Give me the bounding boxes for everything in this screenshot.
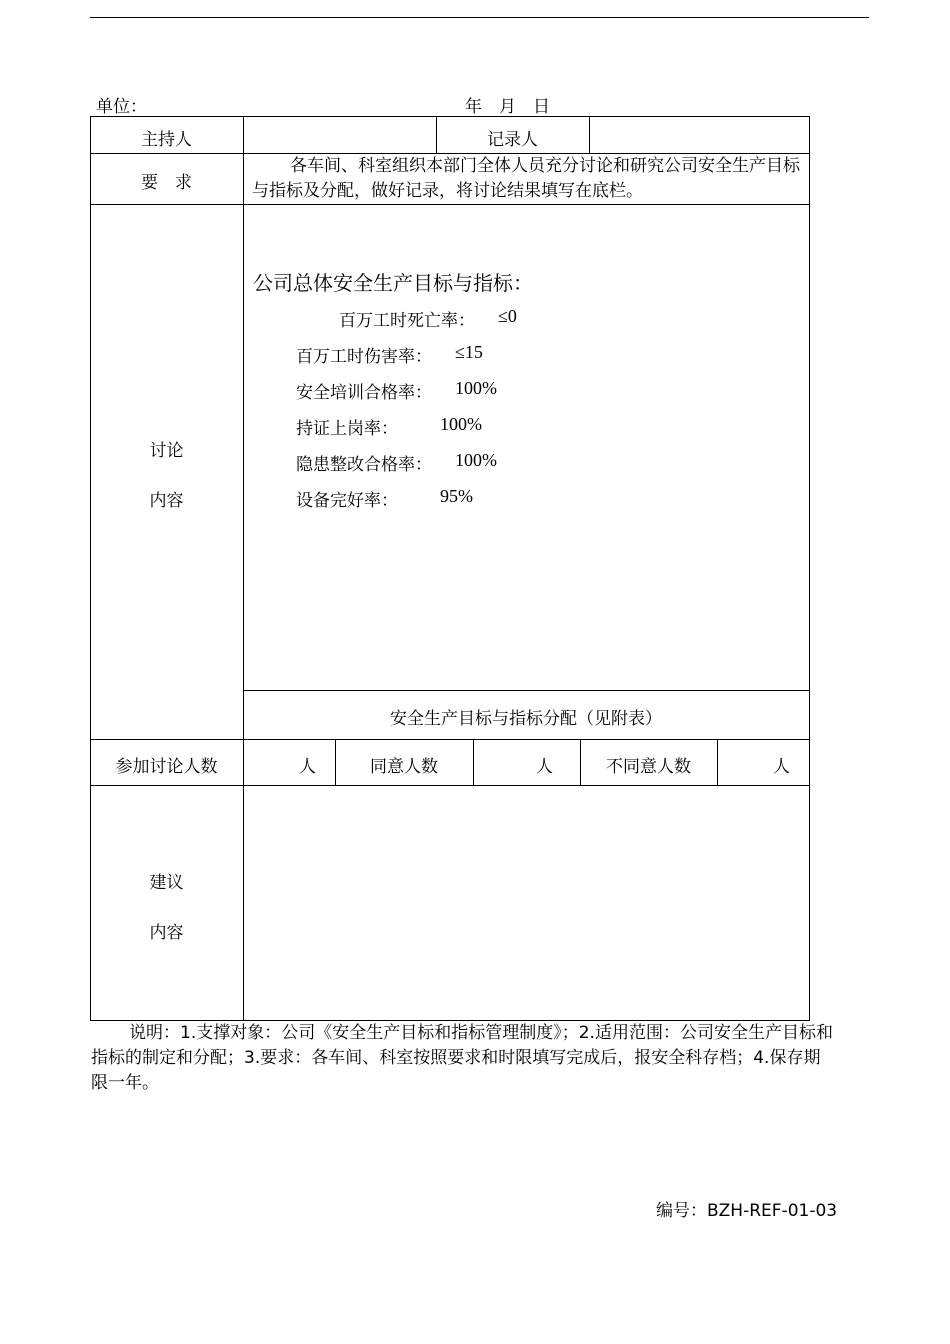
date-label: 年 月 日 <box>465 97 550 117</box>
target-label: 设备完好率： <box>296 491 398 511</box>
footer-note: 说明：1.支撑对象：公司《安全生产目标和指标管理制度》；2.适用范围：公司安全生产目标和指标的制定和分配；3.要求：各车间、科室按照要求和时限填写完成后，报安全科存档；4.保存期限一年。 <box>91 1023 833 1093</box>
requirement-label: 要 求 <box>141 173 192 193</box>
target-label: 持证上岗率： <box>296 419 398 439</box>
recorder-field[interactable] <box>591 118 807 151</box>
discussion-title: 公司总体安全生产目标与指标： <box>253 271 533 295</box>
target-label: 百万工时死亡率： <box>339 311 475 331</box>
target-value: 95% <box>440 486 473 506</box>
document-code: 编号：BZH-REF-01-03 <box>656 1201 838 1221</box>
target-value: 100% <box>455 450 497 470</box>
disagree-unit: 人 <box>773 757 790 777</box>
participants-unit: 人 <box>299 757 316 777</box>
target-value: ≤15 <box>455 342 483 362</box>
disagree-label: 不同意人数 <box>606 757 691 777</box>
suggestion-field[interactable] <box>245 787 807 1018</box>
discussion-label-1: 讨论 <box>149 441 184 461</box>
target-value: 100% <box>440 414 482 434</box>
participants-label: 参加讨论人数 <box>115 757 218 777</box>
agree-unit: 人 <box>536 757 553 777</box>
host-field[interactable] <box>245 118 434 151</box>
allocation-text: 安全生产目标与指标分配（见附表） <box>390 709 662 729</box>
host-label: 主持人 <box>141 130 192 150</box>
target-label: 百万工时伤害率： <box>296 347 432 367</box>
requirement-text: 各车间、科室组织本部门全体人员充分讨论和研究公司安全生产目标与指标及分配，做好记录，将讨论结果填写在底栏。 <box>252 156 800 201</box>
unit-label: 单位： <box>96 97 147 117</box>
suggestion-label-2: 内容 <box>149 923 184 943</box>
target-label: 隐患整改合格率： <box>296 455 432 475</box>
discussion-label-2: 内容 <box>149 491 184 511</box>
agree-label: 同意人数 <box>370 757 438 777</box>
target-value: ≤0 <box>498 306 517 326</box>
suggestion-label-1: 建议 <box>149 873 184 893</box>
top-rule <box>90 17 869 18</box>
recorder-label: 记录人 <box>487 130 538 150</box>
target-label: 安全培训合格率： <box>296 383 432 403</box>
target-value: 100% <box>455 378 497 398</box>
